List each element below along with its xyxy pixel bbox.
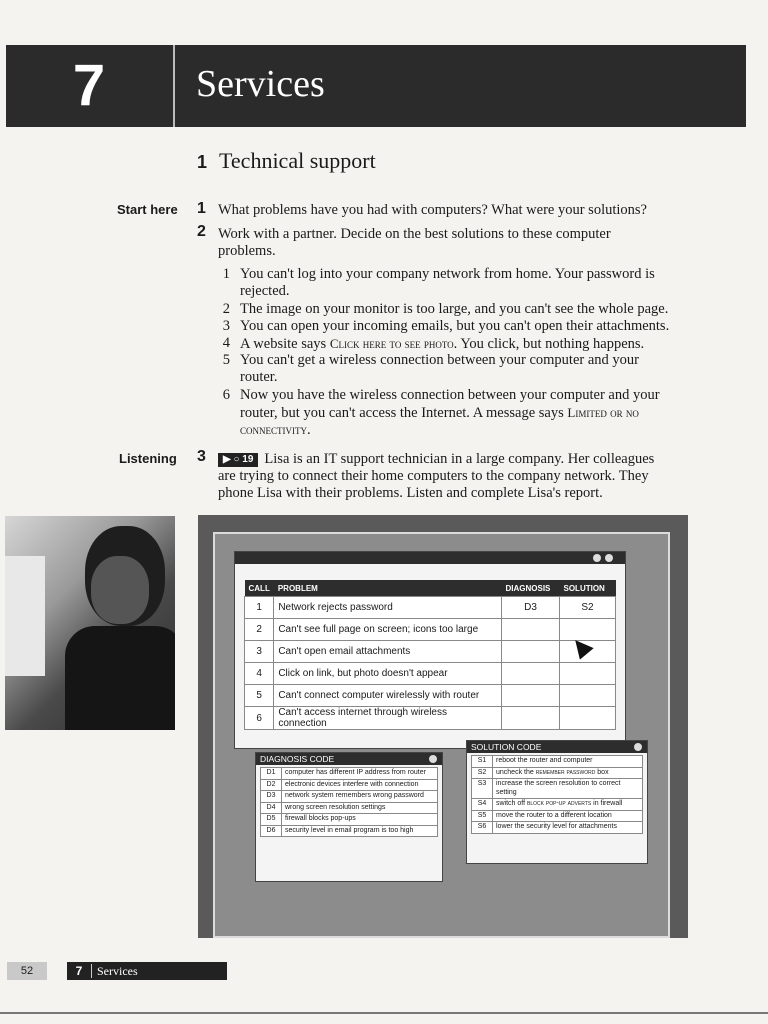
window-control-icon[interactable] bbox=[634, 743, 642, 751]
diagnosis-code-title: DIAGNOSIS CODE bbox=[256, 753, 442, 765]
list-item-number: 2 bbox=[222, 301, 230, 317]
unit-number: 7 bbox=[72, 53, 106, 118]
unit-title: Services bbox=[196, 63, 325, 105]
list-item-text-part: router, but you can't access the Internet. A message says bbox=[240, 405, 568, 421]
listening-label: Listening bbox=[119, 451, 177, 466]
diagnosis-text: computer has different IP address from router bbox=[282, 768, 438, 780]
call-number: 3 bbox=[245, 641, 274, 663]
question-2-text-line2: problems. bbox=[218, 243, 276, 259]
list-item-text bbox=[240, 335, 644, 353]
question-3-line2: are trying to connect their home computers to the company network. They bbox=[218, 468, 649, 484]
question-3-number: 3 bbox=[197, 448, 206, 465]
table-row bbox=[472, 799, 643, 811]
window-control-icon[interactable] bbox=[429, 755, 437, 763]
call-number: 2 bbox=[245, 619, 274, 641]
audio-track-number: 19 bbox=[242, 454, 254, 465]
solution-text-part: uncheck the bbox=[496, 768, 536, 776]
solution-code: S1 bbox=[472, 756, 493, 768]
list-item-number: 3 bbox=[222, 318, 230, 334]
table-row bbox=[245, 663, 616, 685]
list-item-text: You can open your incoming emails, but you can't open their attachments. bbox=[240, 318, 670, 334]
solution-text-part: switch off bbox=[496, 800, 527, 807]
list-item-text: You can't get a wireless connection between your computer and your bbox=[240, 352, 639, 368]
diagnosis-cell[interactable] bbox=[502, 619, 560, 641]
solution-text: lower the security level for attachments bbox=[493, 822, 643, 834]
list-item-text: You can't log into your company network from home. Your password is bbox=[240, 266, 655, 282]
call-number: 5 bbox=[245, 685, 274, 707]
list-item-text: router. bbox=[240, 369, 278, 385]
problem-text: Can't connect computer wirelessly with router bbox=[274, 685, 502, 707]
question-2-text-line1: Work with a partner. Decide on the best solutions to these computer bbox=[218, 226, 611, 242]
table-row bbox=[472, 767, 643, 779]
table-row bbox=[472, 779, 643, 799]
table-row bbox=[261, 791, 438, 803]
problem-text: Network rejects password bbox=[274, 597, 502, 619]
column-header-diagnosis: DIAGNOSIS bbox=[502, 580, 560, 597]
table-row bbox=[261, 814, 438, 826]
table-row bbox=[245, 685, 616, 707]
table-row bbox=[245, 619, 616, 641]
call-number: 1 bbox=[245, 597, 274, 619]
photo-body bbox=[65, 626, 175, 730]
diagnosis-text: security level in email program is too high bbox=[282, 825, 438, 837]
table-header-row bbox=[245, 580, 616, 597]
solution-code-window bbox=[466, 740, 648, 864]
list-item-text-part: . bbox=[307, 422, 311, 438]
table-row bbox=[261, 768, 438, 780]
diagnosis-cell[interactable] bbox=[502, 663, 560, 685]
section-heading bbox=[197, 148, 376, 174]
list-item-number: 4 bbox=[222, 335, 230, 351]
column-header-call: CALL bbox=[245, 580, 274, 597]
footer-unit-bar bbox=[67, 962, 227, 980]
problem-text: Can't see full page on screen; icons too large bbox=[274, 619, 502, 641]
table-row bbox=[261, 802, 438, 814]
table-row bbox=[245, 641, 616, 663]
solution-text-part: in firewall bbox=[591, 800, 623, 807]
diagnosis-cell[interactable] bbox=[502, 641, 560, 663]
section-title: Technical support bbox=[219, 148, 376, 173]
page-bottom-rule bbox=[0, 1012, 768, 1014]
solution-text-part: box bbox=[595, 768, 609, 776]
list-item-text-part: . You click, but nothing happens. bbox=[453, 336, 645, 352]
footer-unit-title: Services bbox=[97, 964, 138, 978]
solution-cell[interactable]: S2 bbox=[560, 597, 616, 619]
message-small-caps: connectivity bbox=[240, 422, 307, 437]
footer-unit-number: 7 bbox=[75, 964, 83, 978]
banner-divider bbox=[173, 45, 175, 127]
section-number: 1 bbox=[197, 152, 208, 172]
photo-monitor bbox=[5, 556, 45, 676]
diagnosis-cell[interactable] bbox=[502, 707, 560, 730]
list-item-number: 5 bbox=[222, 352, 230, 368]
table-row bbox=[472, 756, 643, 768]
column-header-solution: SOLUTION bbox=[560, 580, 616, 597]
table-row bbox=[245, 597, 616, 619]
report-table bbox=[244, 580, 616, 730]
solution-code: S2 bbox=[472, 767, 493, 779]
list-item-text bbox=[240, 421, 311, 439]
diagnosis-code: D6 bbox=[261, 825, 282, 837]
technician-photo bbox=[5, 516, 175, 730]
question-1-text: What problems have you had with computers? What were your solutions? bbox=[218, 202, 647, 218]
solution-code-title: SOLUTION CODE bbox=[467, 741, 647, 753]
problem-text: Can't open email attachments bbox=[274, 641, 502, 663]
table-row bbox=[472, 810, 643, 822]
page-number: 52 bbox=[7, 962, 47, 980]
table-row bbox=[472, 822, 643, 834]
call-number: 4 bbox=[245, 663, 274, 685]
diagnosis-code-table bbox=[260, 767, 438, 837]
message-small-caps: Limited or no bbox=[567, 405, 639, 420]
window-control-icon[interactable] bbox=[593, 554, 601, 562]
list-item-number: 1 bbox=[222, 266, 230, 282]
diagnosis-code: D1 bbox=[261, 768, 282, 780]
diagnosis-cell[interactable] bbox=[502, 685, 560, 707]
diagnosis-text: electronic devices interfere with connection bbox=[282, 779, 438, 791]
setting-label-small-caps: block pop-up adverts bbox=[527, 800, 592, 807]
solution-code-table bbox=[471, 755, 643, 834]
list-item-text: Now you have the wireless connection between your computer and your bbox=[240, 387, 660, 403]
solution-cell[interactable] bbox=[560, 619, 616, 641]
list-item-number: 6 bbox=[222, 387, 230, 403]
footer-divider bbox=[91, 964, 92, 978]
diagnosis-code: D3 bbox=[261, 791, 282, 803]
question-3-line1 bbox=[218, 451, 654, 468]
solution-text: reboot the router and computer bbox=[493, 756, 643, 768]
question-3-line3: phone Lisa with their problems. Listen and complete Lisa's report. bbox=[218, 485, 603, 501]
diagnosis-code: D2 bbox=[261, 779, 282, 791]
solution-text: increase the screen resolution to correct setting bbox=[493, 779, 643, 799]
list-item-text: rejected. bbox=[240, 283, 290, 299]
start-here-label: Start here bbox=[117, 202, 178, 217]
audio-track-icon[interactable]: ▶ ○ 19 bbox=[218, 453, 258, 467]
solution-code: S6 bbox=[472, 822, 493, 834]
question-2-number: 2 bbox=[197, 223, 206, 240]
diagnosis-text: network system remembers wrong password bbox=[282, 791, 438, 803]
solution-code: S4 bbox=[472, 799, 493, 811]
column-header-problem: PROBLEM bbox=[274, 580, 502, 597]
diagnosis-code-window bbox=[255, 752, 443, 882]
table-row bbox=[261, 825, 438, 837]
problem-text: Can't access internet through wireless connection bbox=[274, 707, 502, 730]
solution-cell[interactable] bbox=[560, 685, 616, 707]
list-item-text-part: A website says bbox=[240, 336, 330, 352]
link-label-small-caps: Click here to see photo bbox=[329, 336, 454, 351]
list-item-text bbox=[240, 404, 639, 422]
solution-text bbox=[493, 799, 643, 811]
solution-text bbox=[493, 767, 643, 779]
problem-text: Click on link, but photo doesn't appear bbox=[274, 663, 502, 685]
window-control-icon[interactable] bbox=[605, 554, 613, 562]
question-1-number: 1 bbox=[197, 200, 206, 217]
checkbox-label-small-caps: remember password bbox=[535, 768, 596, 776]
table-row bbox=[261, 779, 438, 791]
question-3-text: Lisa is an IT support technician in a large company. Her colleagues bbox=[264, 451, 655, 467]
report-window-titlebar bbox=[235, 552, 625, 564]
diagnosis-cell[interactable]: D3 bbox=[502, 597, 560, 619]
photo-face bbox=[91, 556, 149, 624]
solution-cell[interactable] bbox=[560, 707, 616, 730]
list-item-text: The image on your monitor is too large, and you can't see the whole page. bbox=[240, 301, 669, 317]
diagnosis-code: D5 bbox=[261, 814, 282, 826]
solution-code: S5 bbox=[472, 810, 493, 822]
diagnosis-text: firewall blocks pop-ups bbox=[282, 814, 438, 826]
table-row bbox=[245, 707, 616, 730]
diagnosis-code: D4 bbox=[261, 802, 282, 814]
diagnosis-text: wrong screen resolution settings bbox=[282, 802, 438, 814]
solution-text: move the router to a different location bbox=[493, 810, 643, 822]
solution-cell[interactable] bbox=[560, 663, 616, 685]
solution-code: S3 bbox=[472, 779, 493, 799]
call-number: 6 bbox=[245, 707, 274, 730]
